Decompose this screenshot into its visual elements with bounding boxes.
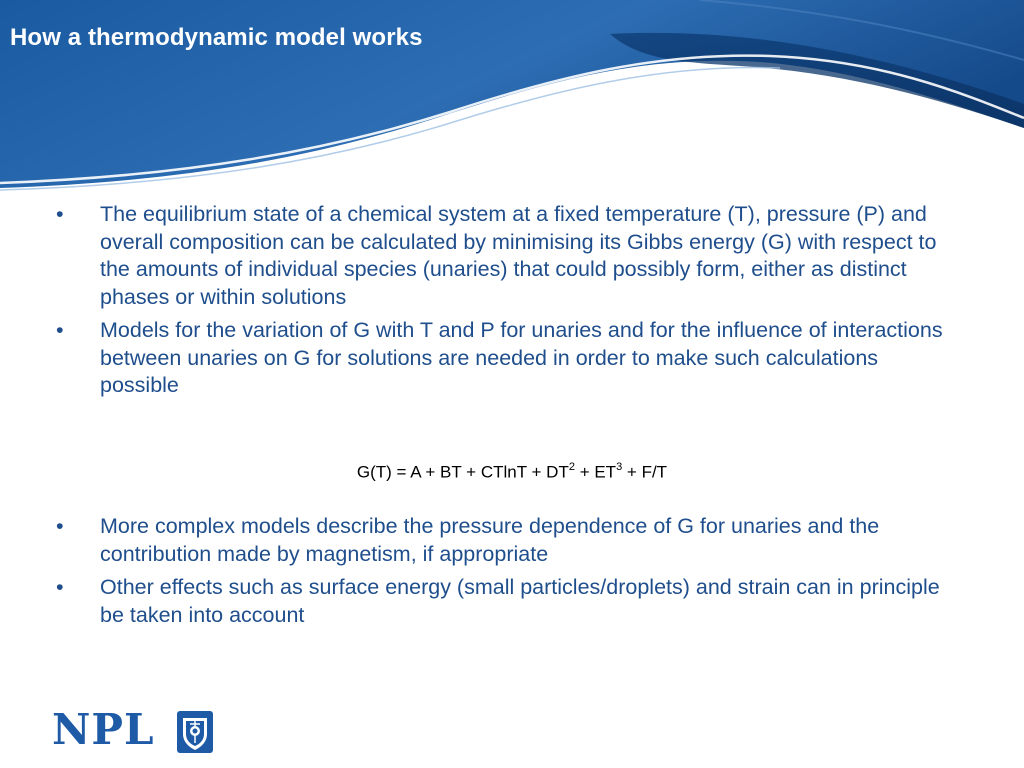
bullet-text: Other effects such as surface energy (small particles/droplets) and strain can in principle be taken into account [100, 575, 940, 627]
bullet-text: The equilibrium state of a chemical system at a fixed temperature (T), pressure (P) and overall composition can be calculated by minimising its Gibbs energy (G) with respect to the amounts of individual species (unaries) that could possibly form, either as distinct phases or within solutions [100, 202, 937, 309]
bullet-dot: • [56, 575, 64, 599]
bullet-dot: • [56, 202, 64, 226]
bullet-list-bottom [56, 513, 956, 635]
bullet-dot: • [56, 318, 64, 342]
bullet-item [56, 574, 956, 629]
gibbs-energy-equation [0, 462, 1024, 483]
bullet-text: More complex models describe the pressure dependence of G for unaries and the contribution made by magnetism, if appropriate [100, 514, 880, 566]
equation-part: + F/T [622, 462, 668, 482]
equation-exponent: 2 [568, 461, 575, 473]
bullet-item [56, 317, 956, 400]
npl-crest-icon [176, 710, 214, 754]
bullet-item [56, 513, 956, 568]
bullet-list-top [56, 201, 956, 406]
npl-logo [52, 706, 222, 754]
equation-part: G(T) = A + BT + CTlnT + DT [356, 462, 569, 482]
bullet-text: Models for the variation of G with T and P for unaries and for the influence of interactions between unaries on G for solutions are needed in order to make such calculations possible [100, 318, 943, 397]
npl-logo-text: NPL [52, 705, 155, 754]
slide-title: How a thermodynamic model works [10, 24, 423, 51]
bullet-item [56, 201, 956, 311]
bullet-dot: • [56, 514, 64, 538]
equation-part: + ET [574, 462, 617, 482]
equation-exponent: 3 [616, 461, 623, 473]
